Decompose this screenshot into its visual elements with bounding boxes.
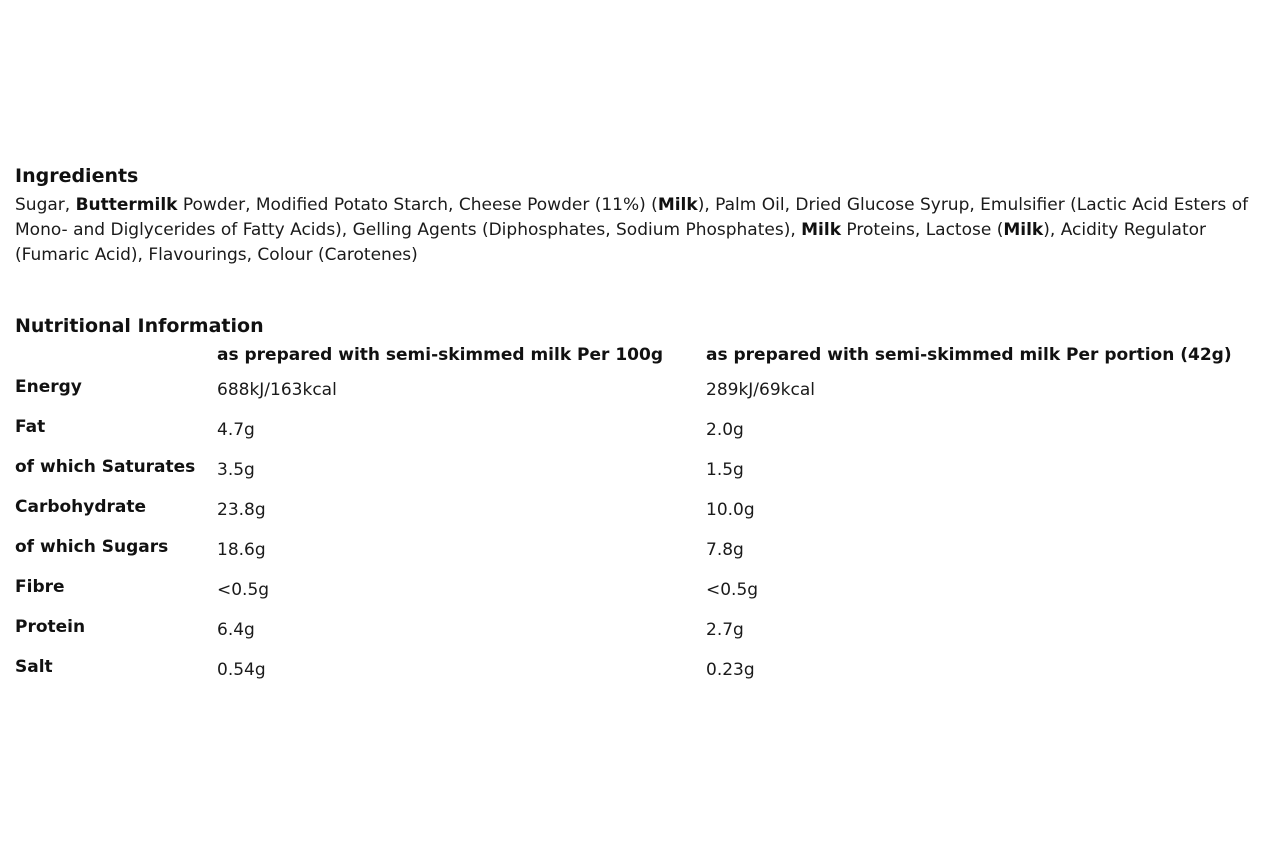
nutrient-name: of which Sugars bbox=[15, 537, 169, 557]
ingredients-section bbox=[15, 163, 1270, 268]
per-100g-value: <0.5g bbox=[217, 580, 270, 600]
per-portion-value: <0.5g bbox=[706, 580, 759, 600]
ingredients-title: Ingredients bbox=[15, 165, 139, 187]
nutrition-header-row bbox=[15, 343, 1266, 375]
per-portion-column-header: as prepared with semi-skimmed milk Per portion (42g) bbox=[706, 345, 1232, 365]
table-row bbox=[15, 415, 1266, 455]
allergen-highlight: Milk bbox=[657, 195, 698, 215]
per-portion-value: 1.5g bbox=[706, 460, 744, 480]
per-portion-value: 2.0g bbox=[706, 420, 744, 440]
nutrient-name: Carbohydrate bbox=[15, 497, 147, 517]
table-row bbox=[15, 655, 1266, 695]
per-portion-value: 0.23g bbox=[706, 660, 755, 680]
ingredient-text-segment: ), Palm Oil, Dried Glucose Syrup, Emulsifier (Lactic Acid Esters of Mono- and Diglycerides of Fatty Acids), Gelling Agents (Diphosphates, Sodium Phosphates), bbox=[15, 195, 1249, 240]
per-100g-column-header: as prepared with semi-skimmed milk Per 100g bbox=[217, 345, 663, 365]
nutrient-name: Fibre bbox=[15, 577, 65, 597]
per-100g-value: 6.4g bbox=[217, 620, 255, 640]
per-portion-value: 10.0g bbox=[706, 500, 755, 520]
ingredient-text-segment: Powder, Modified Potato Starch, Cheese Powder (11%) ( bbox=[177, 195, 658, 215]
per-100g-value: 3.5g bbox=[217, 460, 255, 480]
table-row bbox=[15, 455, 1266, 495]
nutrient-name: Fat bbox=[15, 417, 46, 437]
nutrient-name: Salt bbox=[15, 657, 53, 677]
per-100g-value: 688kJ/163kcal bbox=[217, 380, 337, 400]
per-100g-value: 18.6g bbox=[217, 540, 266, 560]
allergen-highlight: Milk bbox=[1003, 220, 1044, 240]
per-100g-value: 0.54g bbox=[217, 660, 266, 680]
nutrient-column-header bbox=[15, 343, 217, 375]
nutrient-name: Energy bbox=[15, 377, 82, 397]
nutrition-table bbox=[15, 343, 1266, 695]
per-portion-value: 2.7g bbox=[706, 620, 744, 640]
table-row bbox=[15, 575, 1266, 615]
allergen-highlight: Buttermilk bbox=[75, 195, 178, 215]
ingredient-text-segment: Proteins, Lactose ( bbox=[841, 220, 1004, 240]
nutrition-section bbox=[15, 313, 1270, 695]
per-portion-value: 7.8g bbox=[706, 540, 744, 560]
nutrition-title: Nutritional Information bbox=[15, 315, 264, 337]
ingredient-text-segment: ), Acidity Regulator (Fumaric Acid), Flavourings, Colour (Carotenes) bbox=[15, 220, 1207, 265]
per-portion-value: 289kJ/69kcal bbox=[706, 380, 815, 400]
ingredient-text-segment: Sugar, bbox=[15, 195, 76, 215]
table-row bbox=[15, 535, 1266, 575]
per-100g-value: 4.7g bbox=[217, 420, 255, 440]
per-100g-value: 23.8g bbox=[217, 500, 266, 520]
allergen-highlight: Milk bbox=[801, 220, 842, 240]
table-row bbox=[15, 495, 1266, 535]
product-info-page bbox=[15, 163, 1270, 695]
nutrient-name: of which Saturates bbox=[15, 457, 196, 477]
table-row bbox=[15, 615, 1266, 655]
ingredients-text bbox=[15, 193, 1270, 268]
table-row bbox=[15, 375, 1266, 415]
nutrient-name: Protein bbox=[15, 617, 86, 637]
nutrition-table-body bbox=[15, 375, 1266, 695]
